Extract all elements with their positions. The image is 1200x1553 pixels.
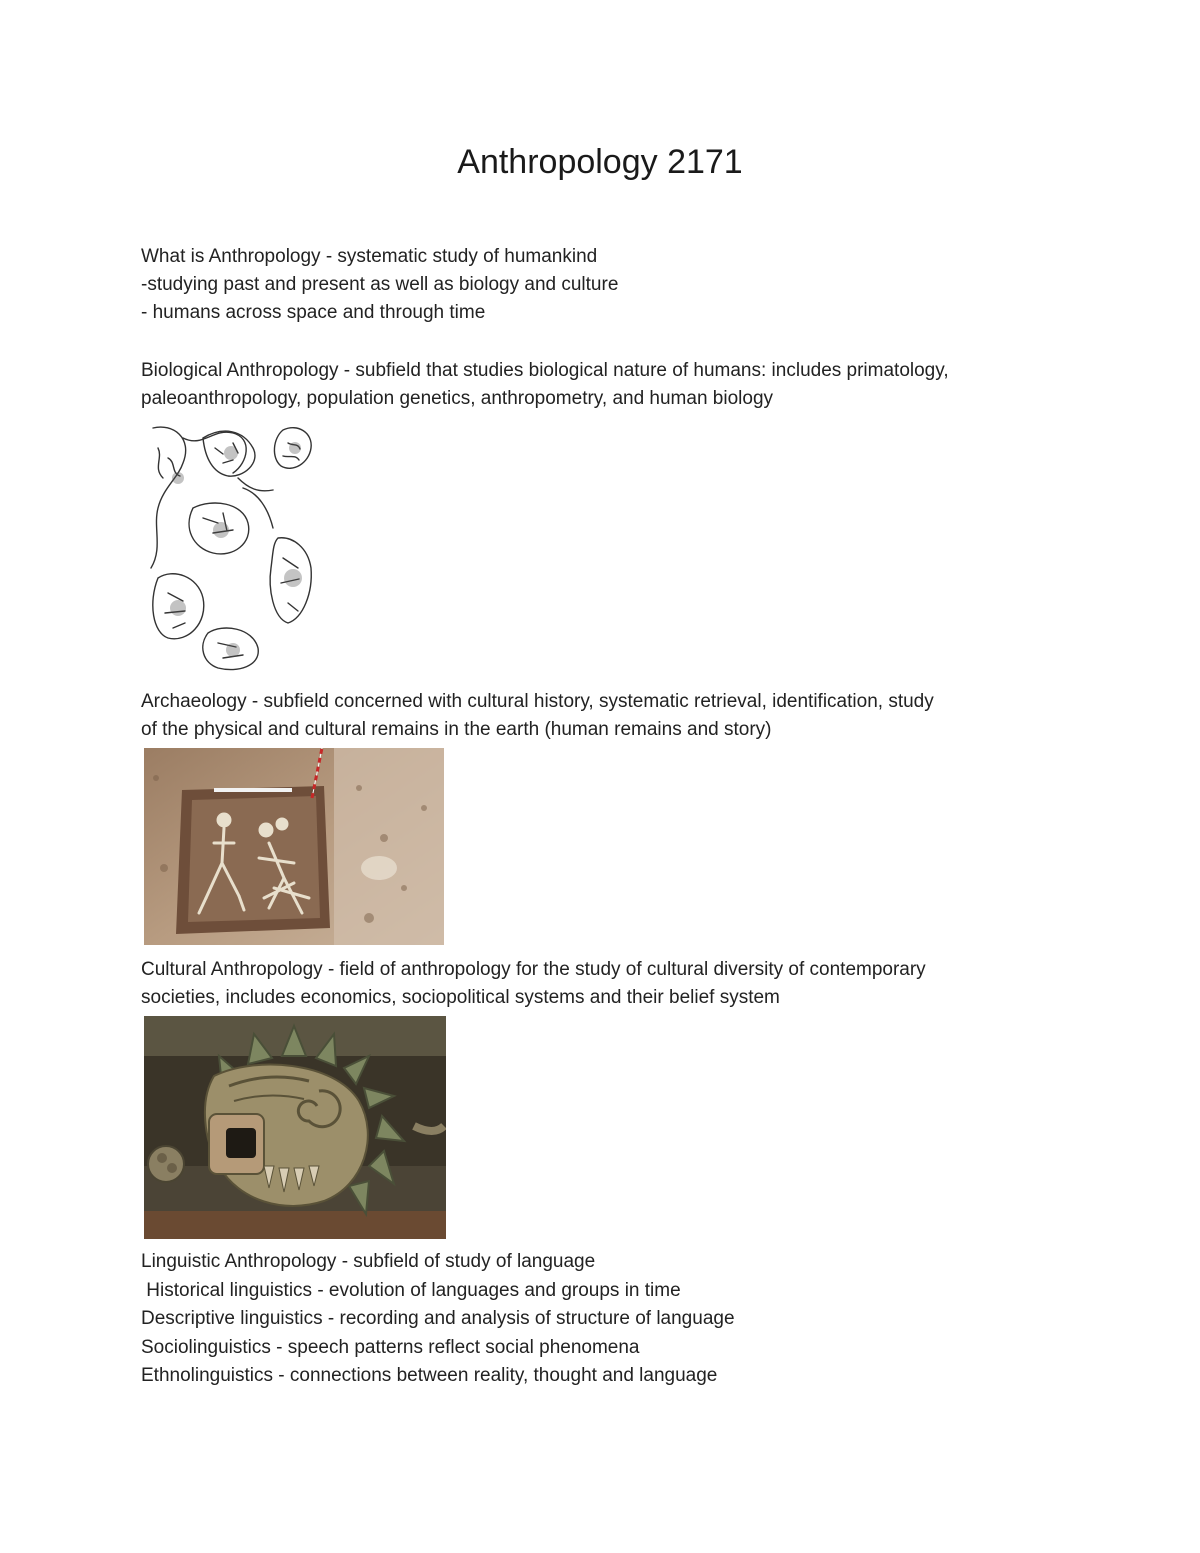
linguistic-line-5: Ethnolinguistics - connections between reality, thought and language	[141, 1365, 718, 1386]
primate-sketches-image	[143, 418, 325, 676]
linguistic-line-1: Linguistic Anthropology - subfield of study of language	[141, 1251, 596, 1272]
archaeology-line-2: of the physical and cultural remains in the earth (human remains and story)	[141, 719, 772, 740]
linguistic-line-3: Descriptive linguistics - recording and analysis of structure of language	[141, 1308, 735, 1329]
intro-line-3: - humans across space and through time	[141, 302, 486, 323]
linguistic-line-4: Sociolinguistics - speech patterns reflect social phenomena	[141, 1337, 640, 1358]
intro-line-2: -studying past and present as well as biology and culture	[141, 274, 619, 295]
intro-line-1: What is Anthropology - systematic study of humankind	[141, 246, 598, 267]
biological-line-2: paleoanthropology, population genetics, anthropometry, and human biology	[141, 388, 774, 409]
page-title: Anthropology 2171	[457, 143, 743, 181]
cultural-line-1: Cultural Anthropology - field of anthropology for the study of cultural diversity of contemporary	[141, 959, 926, 980]
excavation-burial-image	[144, 748, 444, 945]
biological-line-1: Biological Anthropology - subfield that studies biological nature of humans: includes primatology,	[141, 360, 949, 381]
cultural-line-2: societies, includes economics, sociopolitical systems and their belief system	[141, 987, 780, 1008]
linguistic-line-2: Historical linguistics - evolution of languages and groups in time	[141, 1280, 681, 1301]
archaeology-line-1: Archaeology - subfield concerned with cultural history, systematic retrieval, identification, study	[141, 691, 934, 712]
stone-serpent-head-image	[144, 1016, 446, 1239]
